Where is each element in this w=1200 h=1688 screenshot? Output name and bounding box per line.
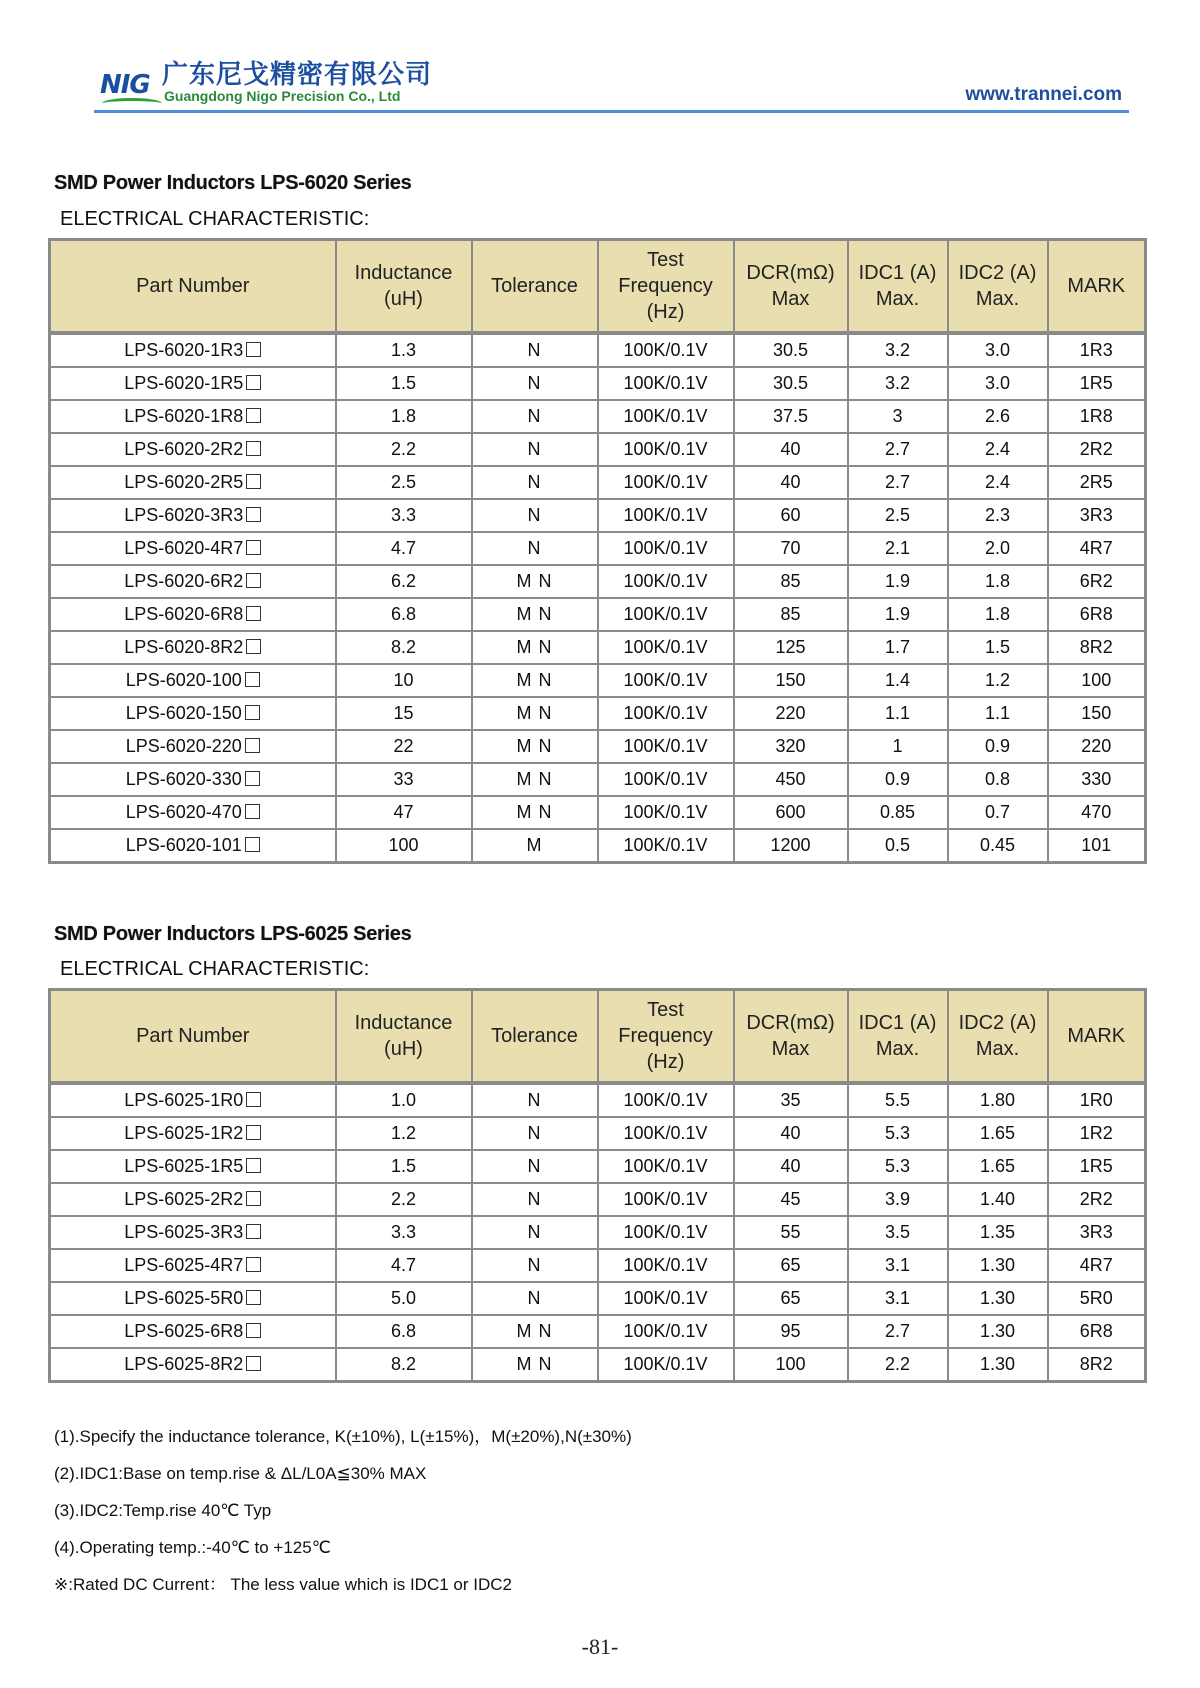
cell-mark: 470: [1048, 796, 1146, 829]
table-header-row: [50, 990, 1146, 1084]
cell-tolerance: M N: [472, 1315, 598, 1348]
cell-test-frequency: 100K/0.1V: [598, 1249, 734, 1282]
cell-dcr: 450: [734, 763, 848, 796]
cell-test-frequency: 100K/0.1V: [598, 664, 734, 697]
table-row: [50, 466, 1146, 499]
cell-tolerance: M: [472, 829, 598, 863]
cell-tolerance: N: [472, 1183, 598, 1216]
cell-inductance: 4.7: [336, 532, 472, 565]
table-row: [50, 763, 1146, 796]
cell-dcr: 37.5: [734, 400, 848, 433]
cell-part-number: LPS-6025-5R0: [50, 1282, 336, 1315]
cell-idc1: 3.1: [848, 1282, 948, 1315]
cell-idc2: 1.30: [948, 1315, 1048, 1348]
cell-dcr: 60: [734, 499, 848, 532]
cell-mark: 1R5: [1048, 367, 1146, 400]
cell-dcr: 40: [734, 433, 848, 466]
cell-mark: 2R5: [1048, 466, 1146, 499]
cell-dcr: 55: [734, 1216, 848, 1249]
cell-mark: 1R5: [1048, 1150, 1146, 1183]
cell-idc1: 2.2: [848, 1348, 948, 1382]
spec-table-6025: [48, 988, 1147, 1383]
table-row: [50, 796, 1146, 829]
column-header-tolerance: Tolerance: [472, 240, 598, 334]
spec-table-6020: [48, 238, 1147, 864]
cell-mark: 4R7: [1048, 1249, 1146, 1282]
cell-part-number: LPS-6020-101: [50, 829, 336, 863]
cell-tolerance: M N: [472, 697, 598, 730]
cell-idc2: 1.80: [948, 1083, 1048, 1117]
cell-idc1: 1.1: [848, 697, 948, 730]
cell-part-number: LPS-6020-6R2: [50, 565, 336, 598]
cell-mark: 100: [1048, 664, 1146, 697]
cell-idc2: 2.6: [948, 400, 1048, 433]
cell-dcr: 40: [734, 466, 848, 499]
cell-idc2: 1.8: [948, 565, 1048, 598]
cell-test-frequency: 100K/0.1V: [598, 730, 734, 763]
cell-part-number: LPS-6020-1R3: [50, 333, 336, 367]
table-row: [50, 1183, 1146, 1216]
table-row: [50, 1150, 1146, 1183]
header-divider: [94, 110, 1129, 113]
notes-list: [54, 1418, 632, 1603]
cell-idc1: 1: [848, 730, 948, 763]
page-header: [100, 54, 1130, 114]
cell-inductance: 2.2: [336, 433, 472, 466]
cell-dcr: 100: [734, 1348, 848, 1382]
cell-tolerance: N: [472, 433, 598, 466]
table-row: [50, 333, 1146, 367]
cell-dcr: 45: [734, 1183, 848, 1216]
cell-test-frequency: 100K/0.1V: [598, 333, 734, 367]
table-row: [50, 1117, 1146, 1150]
cell-idc2: 1.1: [948, 697, 1048, 730]
cell-dcr: 30.5: [734, 333, 848, 367]
cell-mark: 4R7: [1048, 532, 1146, 565]
cell-dcr: 40: [734, 1150, 848, 1183]
cell-idc1: 1.9: [848, 598, 948, 631]
cell-idc2: 1.30: [948, 1348, 1048, 1382]
cell-part-number: LPS-6020-6R8: [50, 598, 336, 631]
cell-tolerance: M N: [472, 763, 598, 796]
logo-text: NIG: [100, 70, 150, 100]
cell-dcr: 220: [734, 697, 848, 730]
table-row: [50, 697, 1146, 730]
cell-mark: 6R8: [1048, 1315, 1146, 1348]
cell-test-frequency: 100K/0.1V: [598, 631, 734, 664]
cell-idc1: 3.1: [848, 1249, 948, 1282]
cell-part-number: LPS-6020-470: [50, 796, 336, 829]
column-header-test-frequency: Test Frequency (Hz): [598, 990, 734, 1084]
cell-tolerance: M N: [472, 1348, 598, 1382]
cell-tolerance: N: [472, 532, 598, 565]
cell-mark: 5R0: [1048, 1282, 1146, 1315]
cell-idc1: 3.5: [848, 1216, 948, 1249]
table-row: [50, 499, 1146, 532]
website-url[interactable]: www.trannei.com: [965, 84, 1122, 105]
cell-inductance: 47: [336, 796, 472, 829]
cell-idc2: 1.30: [948, 1249, 1048, 1282]
table-row: [50, 400, 1146, 433]
cell-dcr: 95: [734, 1315, 848, 1348]
cell-dcr: 30.5: [734, 367, 848, 400]
cell-mark: 8R2: [1048, 1348, 1146, 1382]
table-row: [50, 433, 1146, 466]
cell-idc1: 3.9: [848, 1183, 948, 1216]
column-header-part-number: Part Number: [50, 990, 336, 1084]
cell-test-frequency: 100K/0.1V: [598, 499, 734, 532]
cell-inductance: 33: [336, 763, 472, 796]
cell-part-number: LPS-6020-330: [50, 763, 336, 796]
cell-idc2: 0.7: [948, 796, 1048, 829]
cell-test-frequency: 100K/0.1V: [598, 400, 734, 433]
note-item: ※:Rated DC Current： The less value which is IDC1 or IDC2: [54, 1575, 512, 1594]
cell-tolerance: M N: [472, 730, 598, 763]
cell-idc2: 3.0: [948, 367, 1048, 400]
cell-idc1: 2.1: [848, 532, 948, 565]
note-item: (1).Specify the inductance tolerance, K(±10%), L(±15%)，M(±20%),N(±30%): [54, 1427, 632, 1446]
column-header-inductance: Inductance (uH): [336, 240, 472, 334]
cell-idc1: 0.9: [848, 763, 948, 796]
table-header-row: [50, 240, 1146, 334]
cell-mark: 1R8: [1048, 400, 1146, 433]
cell-idc1: 0.85: [848, 796, 948, 829]
cell-mark: 1R0: [1048, 1083, 1146, 1117]
cell-tolerance: N: [472, 499, 598, 532]
column-header-idc1: IDC1 (A) Max.: [848, 240, 948, 334]
table-row: [50, 1282, 1146, 1315]
cell-dcr: 85: [734, 565, 848, 598]
cell-test-frequency: 100K/0.1V: [598, 1315, 734, 1348]
cell-idc2: 0.9: [948, 730, 1048, 763]
cell-inductance: 2.2: [336, 1183, 472, 1216]
cell-tolerance: N: [472, 1249, 598, 1282]
section-title-6025: SMD Power Inductors LPS-6025 Series: [54, 923, 412, 945]
cell-inductance: 1.5: [336, 1150, 472, 1183]
cell-mark: 6R8: [1048, 598, 1146, 631]
page-number: -81-: [581, 1634, 619, 1659]
cell-mark: 2R2: [1048, 433, 1146, 466]
cell-idc2: 2.4: [948, 433, 1048, 466]
cell-idc2: 1.65: [948, 1117, 1048, 1150]
cell-mark: 1R3: [1048, 333, 1146, 367]
cell-part-number: LPS-6020-150: [50, 697, 336, 730]
cell-inductance: 2.5: [336, 466, 472, 499]
cell-idc2: 1.8: [948, 598, 1048, 631]
cell-part-number: LPS-6020-4R7: [50, 532, 336, 565]
cell-part-number: LPS-6025-1R2: [50, 1117, 336, 1150]
cell-test-frequency: 100K/0.1V: [598, 598, 734, 631]
cell-idc1: 5.3: [848, 1117, 948, 1150]
table-row: [50, 1216, 1146, 1249]
section-subtitle-6025: ELECTRICAL CHARACTERISTIC:: [60, 958, 370, 980]
cell-test-frequency: 100K/0.1V: [598, 796, 734, 829]
cell-test-frequency: 100K/0.1V: [598, 1183, 734, 1216]
cell-mark: 6R2: [1048, 565, 1146, 598]
cell-inductance: 8.2: [336, 631, 472, 664]
company-logo: [100, 70, 150, 100]
cell-part-number: LPS-6025-2R2: [50, 1183, 336, 1216]
cell-dcr: 125: [734, 631, 848, 664]
cell-idc1: 3: [848, 400, 948, 433]
cell-idc2: 1.5: [948, 631, 1048, 664]
cell-part-number: LPS-6020-2R5: [50, 466, 336, 499]
cell-tolerance: M N: [472, 664, 598, 697]
cell-part-number: LPS-6025-8R2: [50, 1348, 336, 1382]
column-header-dcr: DCR(mΩ) Max: [734, 240, 848, 334]
cell-inductance: 8.2: [336, 1348, 472, 1382]
cell-inductance: 3.3: [336, 499, 472, 532]
table-row: [50, 1315, 1146, 1348]
cell-tolerance: N: [472, 1150, 598, 1183]
cell-test-frequency: 100K/0.1V: [598, 697, 734, 730]
cell-idc2: 1.65: [948, 1150, 1048, 1183]
cell-dcr: 320: [734, 730, 848, 763]
cell-inductance: 6.8: [336, 1315, 472, 1348]
cell-idc1: 1.4: [848, 664, 948, 697]
cell-part-number: LPS-6020-1R5: [50, 367, 336, 400]
cell-test-frequency: 100K/0.1V: [598, 532, 734, 565]
cell-test-frequency: 100K/0.1V: [598, 1216, 734, 1249]
cell-test-frequency: 100K/0.1V: [598, 367, 734, 400]
cell-test-frequency: 100K/0.1V: [598, 565, 734, 598]
cell-tolerance: N: [472, 1083, 598, 1117]
cell-mark: 150: [1048, 697, 1146, 730]
cell-idc1: 1.7: [848, 631, 948, 664]
cell-dcr: 40: [734, 1117, 848, 1150]
cell-part-number: LPS-6025-4R7: [50, 1249, 336, 1282]
cell-dcr: 150: [734, 664, 848, 697]
column-header-idc2: IDC2 (A) Max.: [948, 990, 1048, 1084]
cell-dcr: 600: [734, 796, 848, 829]
cell-mark: 8R2: [1048, 631, 1146, 664]
cell-part-number: LPS-6025-1R5: [50, 1150, 336, 1183]
cell-part-number: LPS-6020-2R2: [50, 433, 336, 466]
cell-idc1: 2.5: [848, 499, 948, 532]
table-row: [50, 565, 1146, 598]
cell-idc2: 0.45: [948, 829, 1048, 863]
column-header-mark: MARK: [1048, 990, 1146, 1084]
table-row: [50, 1348, 1146, 1382]
cell-inductance: 3.3: [336, 1216, 472, 1249]
column-header-test-frequency: Test Frequency (Hz): [598, 240, 734, 334]
table-row: [50, 1249, 1146, 1282]
cell-inductance: 6.2: [336, 565, 472, 598]
cell-part-number: LPS-6020-1R8: [50, 400, 336, 433]
cell-part-number: LPS-6025-6R8: [50, 1315, 336, 1348]
cell-idc2: 1.35: [948, 1216, 1048, 1249]
cell-tolerance: N: [472, 1117, 598, 1150]
cell-idc1: 5.3: [848, 1150, 948, 1183]
cell-tolerance: N: [472, 1282, 598, 1315]
cell-dcr: 85: [734, 598, 848, 631]
cell-inductance: 4.7: [336, 1249, 472, 1282]
table-row: [50, 532, 1146, 565]
column-header-tolerance: Tolerance: [472, 990, 598, 1084]
cell-tolerance: N: [472, 400, 598, 433]
cell-inductance: 5.0: [336, 1282, 472, 1315]
cell-mark: 3R3: [1048, 499, 1146, 532]
cell-test-frequency: 100K/0.1V: [598, 1348, 734, 1382]
table-row: [50, 829, 1146, 863]
column-header-inductance: Inductance (uH): [336, 990, 472, 1084]
table-row: [50, 1083, 1146, 1117]
cell-dcr: 35: [734, 1083, 848, 1117]
section-subtitle-6020: ELECTRICAL CHARACTERISTIC:: [60, 208, 370, 230]
cell-inductance: 6.8: [336, 598, 472, 631]
note-item: (4).Operating temp.:-40℃ to +125℃: [54, 1538, 331, 1557]
cell-idc1: 3.2: [848, 333, 948, 367]
cell-idc1: 1.9: [848, 565, 948, 598]
cell-dcr: 1200: [734, 829, 848, 863]
note-item: (2).IDC1:Base on temp.rise & ΔL/L0A≦30% MAX: [54, 1464, 427, 1483]
cell-part-number: LPS-6025-1R0: [50, 1083, 336, 1117]
table-row: [50, 730, 1146, 763]
section-title-6020: SMD Power Inductors LPS-6020 Series: [54, 172, 412, 194]
table-row: [50, 664, 1146, 697]
column-header-idc2: IDC2 (A) Max.: [948, 240, 1048, 334]
cell-inductance: 1.3: [336, 333, 472, 367]
cell-test-frequency: 100K/0.1V: [598, 829, 734, 863]
table-row: [50, 631, 1146, 664]
table-row: [50, 598, 1146, 631]
cell-test-frequency: 100K/0.1V: [598, 1150, 734, 1183]
cell-test-frequency: 100K/0.1V: [598, 1117, 734, 1150]
cell-idc1: 2.7: [848, 1315, 948, 1348]
cell-mark: 220: [1048, 730, 1146, 763]
company-name-cn: 广东尼戈精密有限公司: [162, 60, 433, 90]
cell-idc2: 2.0: [948, 532, 1048, 565]
cell-part-number: LPS-6020-100: [50, 664, 336, 697]
cell-inductance: 1.2: [336, 1117, 472, 1150]
cell-inductance: 1.0: [336, 1083, 472, 1117]
column-header-mark: MARK: [1048, 240, 1146, 334]
cell-idc1: 0.5: [848, 829, 948, 863]
cell-idc2: 2.4: [948, 466, 1048, 499]
cell-idc1: 3.2: [848, 367, 948, 400]
cell-dcr: 65: [734, 1249, 848, 1282]
cell-idc2: 2.3: [948, 499, 1048, 532]
column-header-idc1: IDC1 (A) Max.: [848, 990, 948, 1084]
cell-inductance: 22: [336, 730, 472, 763]
cell-part-number: LPS-6020-3R3: [50, 499, 336, 532]
note-item: (3).IDC2:Temp.rise 40℃ Typ: [54, 1501, 272, 1520]
cell-test-frequency: 100K/0.1V: [598, 1083, 734, 1117]
cell-tolerance: M N: [472, 565, 598, 598]
cell-idc2: 1.2: [948, 664, 1048, 697]
cell-test-frequency: 100K/0.1V: [598, 1282, 734, 1315]
cell-inductance: 100: [336, 829, 472, 863]
cell-mark: 2R2: [1048, 1183, 1146, 1216]
cell-tolerance: N: [472, 367, 598, 400]
cell-tolerance: N: [472, 1216, 598, 1249]
cell-idc2: 3.0: [948, 333, 1048, 367]
cell-inductance: 1.8: [336, 400, 472, 433]
cell-tolerance: N: [472, 333, 598, 367]
cell-dcr: 70: [734, 532, 848, 565]
cell-mark: 330: [1048, 763, 1146, 796]
cell-idc1: 5.5: [848, 1083, 948, 1117]
cell-inductance: 10: [336, 664, 472, 697]
cell-idc2: 0.8: [948, 763, 1048, 796]
cell-inductance: 15: [336, 697, 472, 730]
cell-mark: 3R3: [1048, 1216, 1146, 1249]
cell-tolerance: M N: [472, 631, 598, 664]
column-header-part-number: Part Number: [50, 240, 336, 334]
cell-idc2: 1.30: [948, 1282, 1048, 1315]
cell-tolerance: M N: [472, 598, 598, 631]
table-row: [50, 367, 1146, 400]
cell-dcr: 65: [734, 1282, 848, 1315]
cell-part-number: LPS-6020-220: [50, 730, 336, 763]
cell-inductance: 1.5: [336, 367, 472, 400]
cell-tolerance: M N: [472, 796, 598, 829]
cell-test-frequency: 100K/0.1V: [598, 763, 734, 796]
cell-test-frequency: 100K/0.1V: [598, 433, 734, 466]
column-header-dcr: DCR(mΩ) Max: [734, 990, 848, 1084]
cell-tolerance: N: [472, 466, 598, 499]
cell-idc2: 1.40: [948, 1183, 1048, 1216]
logo-swoosh-icon: [102, 98, 162, 109]
cell-idc1: 2.7: [848, 433, 948, 466]
cell-part-number: LPS-6025-3R3: [50, 1216, 336, 1249]
company-name-en: Guangdong Nigo Precision Co., Ltd: [164, 88, 401, 104]
cell-test-frequency: 100K/0.1V: [598, 466, 734, 499]
cell-part-number: LPS-6020-8R2: [50, 631, 336, 664]
cell-idc1: 2.7: [848, 466, 948, 499]
cell-mark: 101: [1048, 829, 1146, 863]
cell-mark: 1R2: [1048, 1117, 1146, 1150]
